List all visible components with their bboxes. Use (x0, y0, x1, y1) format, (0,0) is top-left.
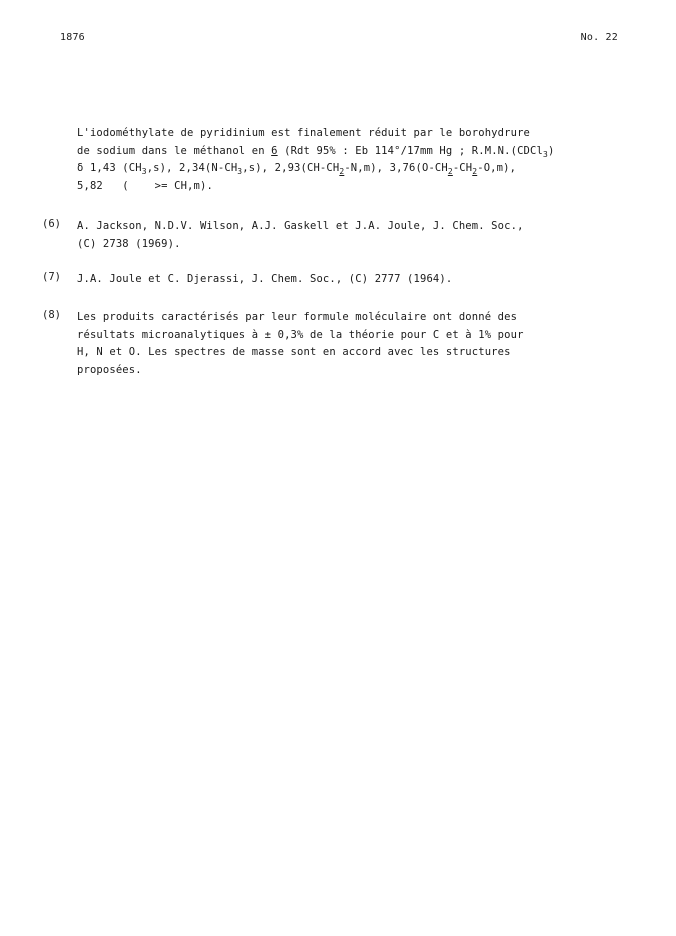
ref-number-6: (6) (42, 218, 61, 230)
ref-line: J.A. Joule et C. Djerassi, J. Chem. Soc., (C) 2777 (1964). (77, 273, 453, 285)
reference-8 (77, 309, 622, 379)
intro-line-3 (77, 160, 622, 178)
reference-7 (77, 271, 622, 289)
subscript: 3 (237, 167, 243, 176)
ref-line: H, N et O. Les spectres de masse sont en accord avec les structures (77, 346, 511, 358)
ref-line: A. Jackson, N.D.V. Wilson, A.J. Gaskell et J.A. Joule, J. Chem. Soc., (77, 220, 524, 232)
text-run: ,s), 2,93(CH-CH (242, 162, 340, 174)
subscript: 2 (472, 167, 478, 176)
text-run: -O,m), (477, 162, 517, 174)
compound-ref: 6 (271, 144, 278, 157)
text-run: ,s), 2,34(N-CH (146, 162, 238, 174)
ref-line: Les produits caractérisés par leur formule moléculaire ont donné des (77, 311, 518, 323)
text-run: -N,m), 3,76(O-CH (344, 162, 448, 174)
subscript: 3 (141, 167, 147, 176)
text-run: (Rdt 95% : Eb 114°/17mm Hg ; R.M.N.(CDCl (277, 144, 543, 157)
text-run: -CH (452, 162, 473, 174)
intro-line-2 (77, 143, 622, 161)
subscript: 2 (447, 167, 453, 176)
text-run: 5,82 ( (77, 179, 155, 192)
subscript: 3 (542, 149, 548, 159)
issue-number: No. 22 (580, 32, 618, 43)
ref-number-7: (7) (42, 271, 61, 283)
intro-line-1: L'iodométhylate de pyridinium est finalement réduit par le borohydrure (77, 127, 531, 139)
ref-line: proposées. (77, 363, 142, 376)
text-run: = CH,m). (161, 179, 213, 192)
text-run: de sodium dans le méthanol en (77, 144, 272, 157)
subscript: 2 (339, 167, 345, 176)
intro-paragraph (77, 125, 622, 195)
intro-line-4 (77, 178, 622, 196)
text-run: ) (547, 144, 555, 157)
page-number: 1876 (60, 32, 85, 43)
reference-6 (77, 218, 622, 253)
text-run: δ 1,43 (CH (77, 162, 142, 174)
structure-symbol: > (154, 179, 162, 192)
ref-number-8: (8) (42, 309, 61, 321)
ref-line: (C) 2738 (1969). (77, 237, 181, 250)
ref-line: résultats microanalytiques à ± 0,3% de la théorie pour C et à 1% pour (77, 328, 524, 341)
